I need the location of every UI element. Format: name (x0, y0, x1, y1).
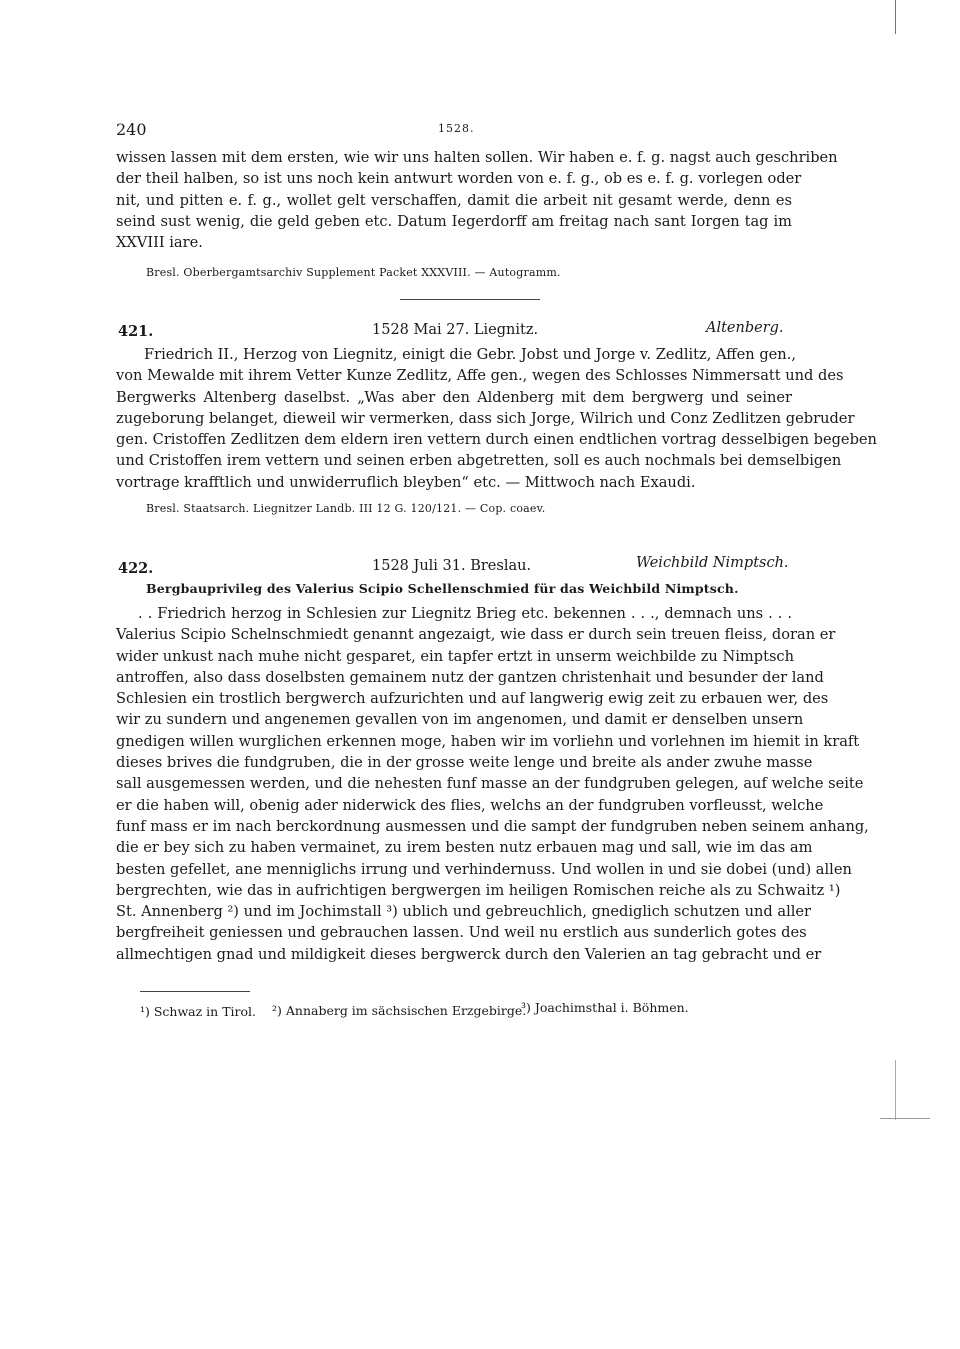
continuation-text (116, 147, 838, 253)
text-line: Schlesien ein trostlich bergwerch aufzurichten und auf langwerig ewig zeit zu erbauen wer, des (116, 690, 829, 708)
footnote-rule (140, 991, 250, 992)
document-place: Altenberg. (706, 320, 784, 336)
text-line: seind sust wenig, die geld geben etc. Datum Iegerdorff am freitag nach sant Iorgen tag im (116, 212, 792, 230)
footnote: ³) Joachimsthal i. Böhmen. (521, 1000, 689, 1015)
footnote: ¹) Schwaz in Tirol. (140, 1004, 257, 1019)
text-line: zugeborung belanget, dieweil wir vermerken, dass sich Jorge, Wilrich und Conz Zedlitzen gebruder (116, 409, 855, 427)
regest-text (116, 344, 877, 493)
scan-edge-mark (880, 1118, 930, 1119)
text-line: sall ausgemessen werden, und die nehesten funf masse an der fundgruben gelegen, auf welche seite (116, 775, 864, 793)
text-line: Bergwerks Altenberg daselbst. „Was aber den Aldenberg mit dem bergwerg und seiner (116, 388, 792, 406)
section-divider (400, 299, 540, 300)
source-note: Bresl. Staatsarch. Liegnitzer Landb. III 12 G. 120/121. — Cop. coaev. (146, 502, 546, 515)
running-head-year: 1528. (438, 122, 475, 135)
text-line: der theil halben, so ist uns noch kein antwurt worden von e. f. g., ob es e. f. g. vorlegen oder (116, 170, 802, 188)
text-line: wider unkust nach muhe nicht gesparet, ein tapfer ertzt in unserm weichbilde zu Nimptsch (116, 647, 795, 665)
text-line: Valerius Scipio Schelnschmiedt genannt angezaigt, wie dass er durch sein treuen fleiss, doran er (116, 626, 836, 644)
text-line: die er bey sich zu haben vermainet, zu irem besten nutz erbauen mag und sall, wie im das am (116, 839, 813, 857)
text-line: besten gefellet, ane menniglichs irrung und verhindernuss. Und wollen in und sie dobei (und) allen (116, 860, 852, 878)
text-line: Friedrich II., Herzog von Liegnitz, einigt die Gebr. Jobst und Jorge v. Zedlitz, Affen gen., (144, 346, 796, 363)
text-line: nit, und pitten e. f. g., wollet gelt verschaffen, damit die arbeit nit gesamt werde, denn es (116, 191, 792, 209)
text-line: dieses brives die fundgruben, die in der grosse weite lenge und breite als ander zwuhe masse (116, 754, 813, 772)
text-line: er die haben will, obenig ader niderwick des flies, welchs an der fundgruben vorfleusst, welche (116, 796, 824, 814)
document-place: Weichbild Nimptsch. (636, 555, 789, 571)
document-caption: Bergbauprivileg des Valerius Scipio Schellenschmied für das Weichbild Nimptsch. (146, 581, 739, 596)
scan-edge-mark (895, 1060, 896, 1120)
text-line: St. Annenberg ²) und im Jochimstall ³) ublich und gebreuchlich, gnediglich schutzen und aller (116, 903, 812, 921)
text-line: bergrechten, wie das in aufrichtigen bergwergen im heiligen Romischen reiche als zu Schwaitz ¹) (116, 881, 841, 899)
text-line: wissen lassen mit dem ersten, wie wir uns halten sollen. Wir haben e. f. g. nagst auch geschriben (116, 149, 838, 166)
text-line: gnedigen willen wurglichen erkennen moge, haben wir im vorliehn und vorlehnen im hiemit in kraft (116, 732, 860, 750)
document-number: 421. (118, 323, 154, 340)
text-line: von Mewalde mit ihrem Vetter Kunze Zedlitz, Affe gen., wegen des Schlosses Nimmersatt und des (116, 367, 844, 385)
document-text (116, 603, 869, 965)
text-line: vortrage krafftlich und unwiderruflich bleyben“ etc. — Mittwoch nach Exaudi. (116, 473, 696, 491)
text-line: funf mass er im nach berckordnung ausmessen und die sampt der fundgruben neben seinem anhang, (116, 817, 869, 835)
footnote: ²) Annaberg im sächsischen Erzgebirge. (272, 1003, 527, 1018)
text-line: XXVIII iare. (116, 234, 203, 252)
text-line: antroffen, also dass doselbsten gemainem nutz der gantzen christenhait und besunder der land (116, 668, 824, 686)
page-number: 240 (116, 120, 147, 139)
document-number: 422. (118, 560, 154, 577)
document-date: 1528 Juli 31. Breslau. (372, 558, 532, 574)
text-line: bergfreiheit geniessen und gebrauchen lassen. Und weil nu erstlich aus sunderlich gotes des (116, 924, 807, 942)
text-line: wir zu sundern und angenemen gevallen von im angenomen, und damit er denselben unsern (116, 711, 804, 729)
source-note: Bresl. Oberbergamtsarchiv Supplement Packet XXXVIII. — Autogramm. (146, 266, 561, 279)
text-line: . . Friedrich herzog in Schlesien zur Liegnitz Brieg etc. bekennen . . ., demnach uns . . . (138, 605, 792, 622)
text-line: und Cristoffen irem vettern und seinen erben abgetretten, soll es auch nochmals bei demselbigen (116, 452, 842, 470)
scan-edge-mark (895, 0, 896, 34)
text-line: gen. Cristoffen Zedlitzen dem eldern iren vettern durch einen endtlichen vortrag desselbigen begeben (116, 431, 877, 449)
document-date: 1528 Mai 27. Liegnitz. (372, 322, 539, 338)
text-line: allmechtigen gnad und mildigkeit dieses bergwerck durch den Valerien an tag gebracht und er (116, 945, 822, 963)
